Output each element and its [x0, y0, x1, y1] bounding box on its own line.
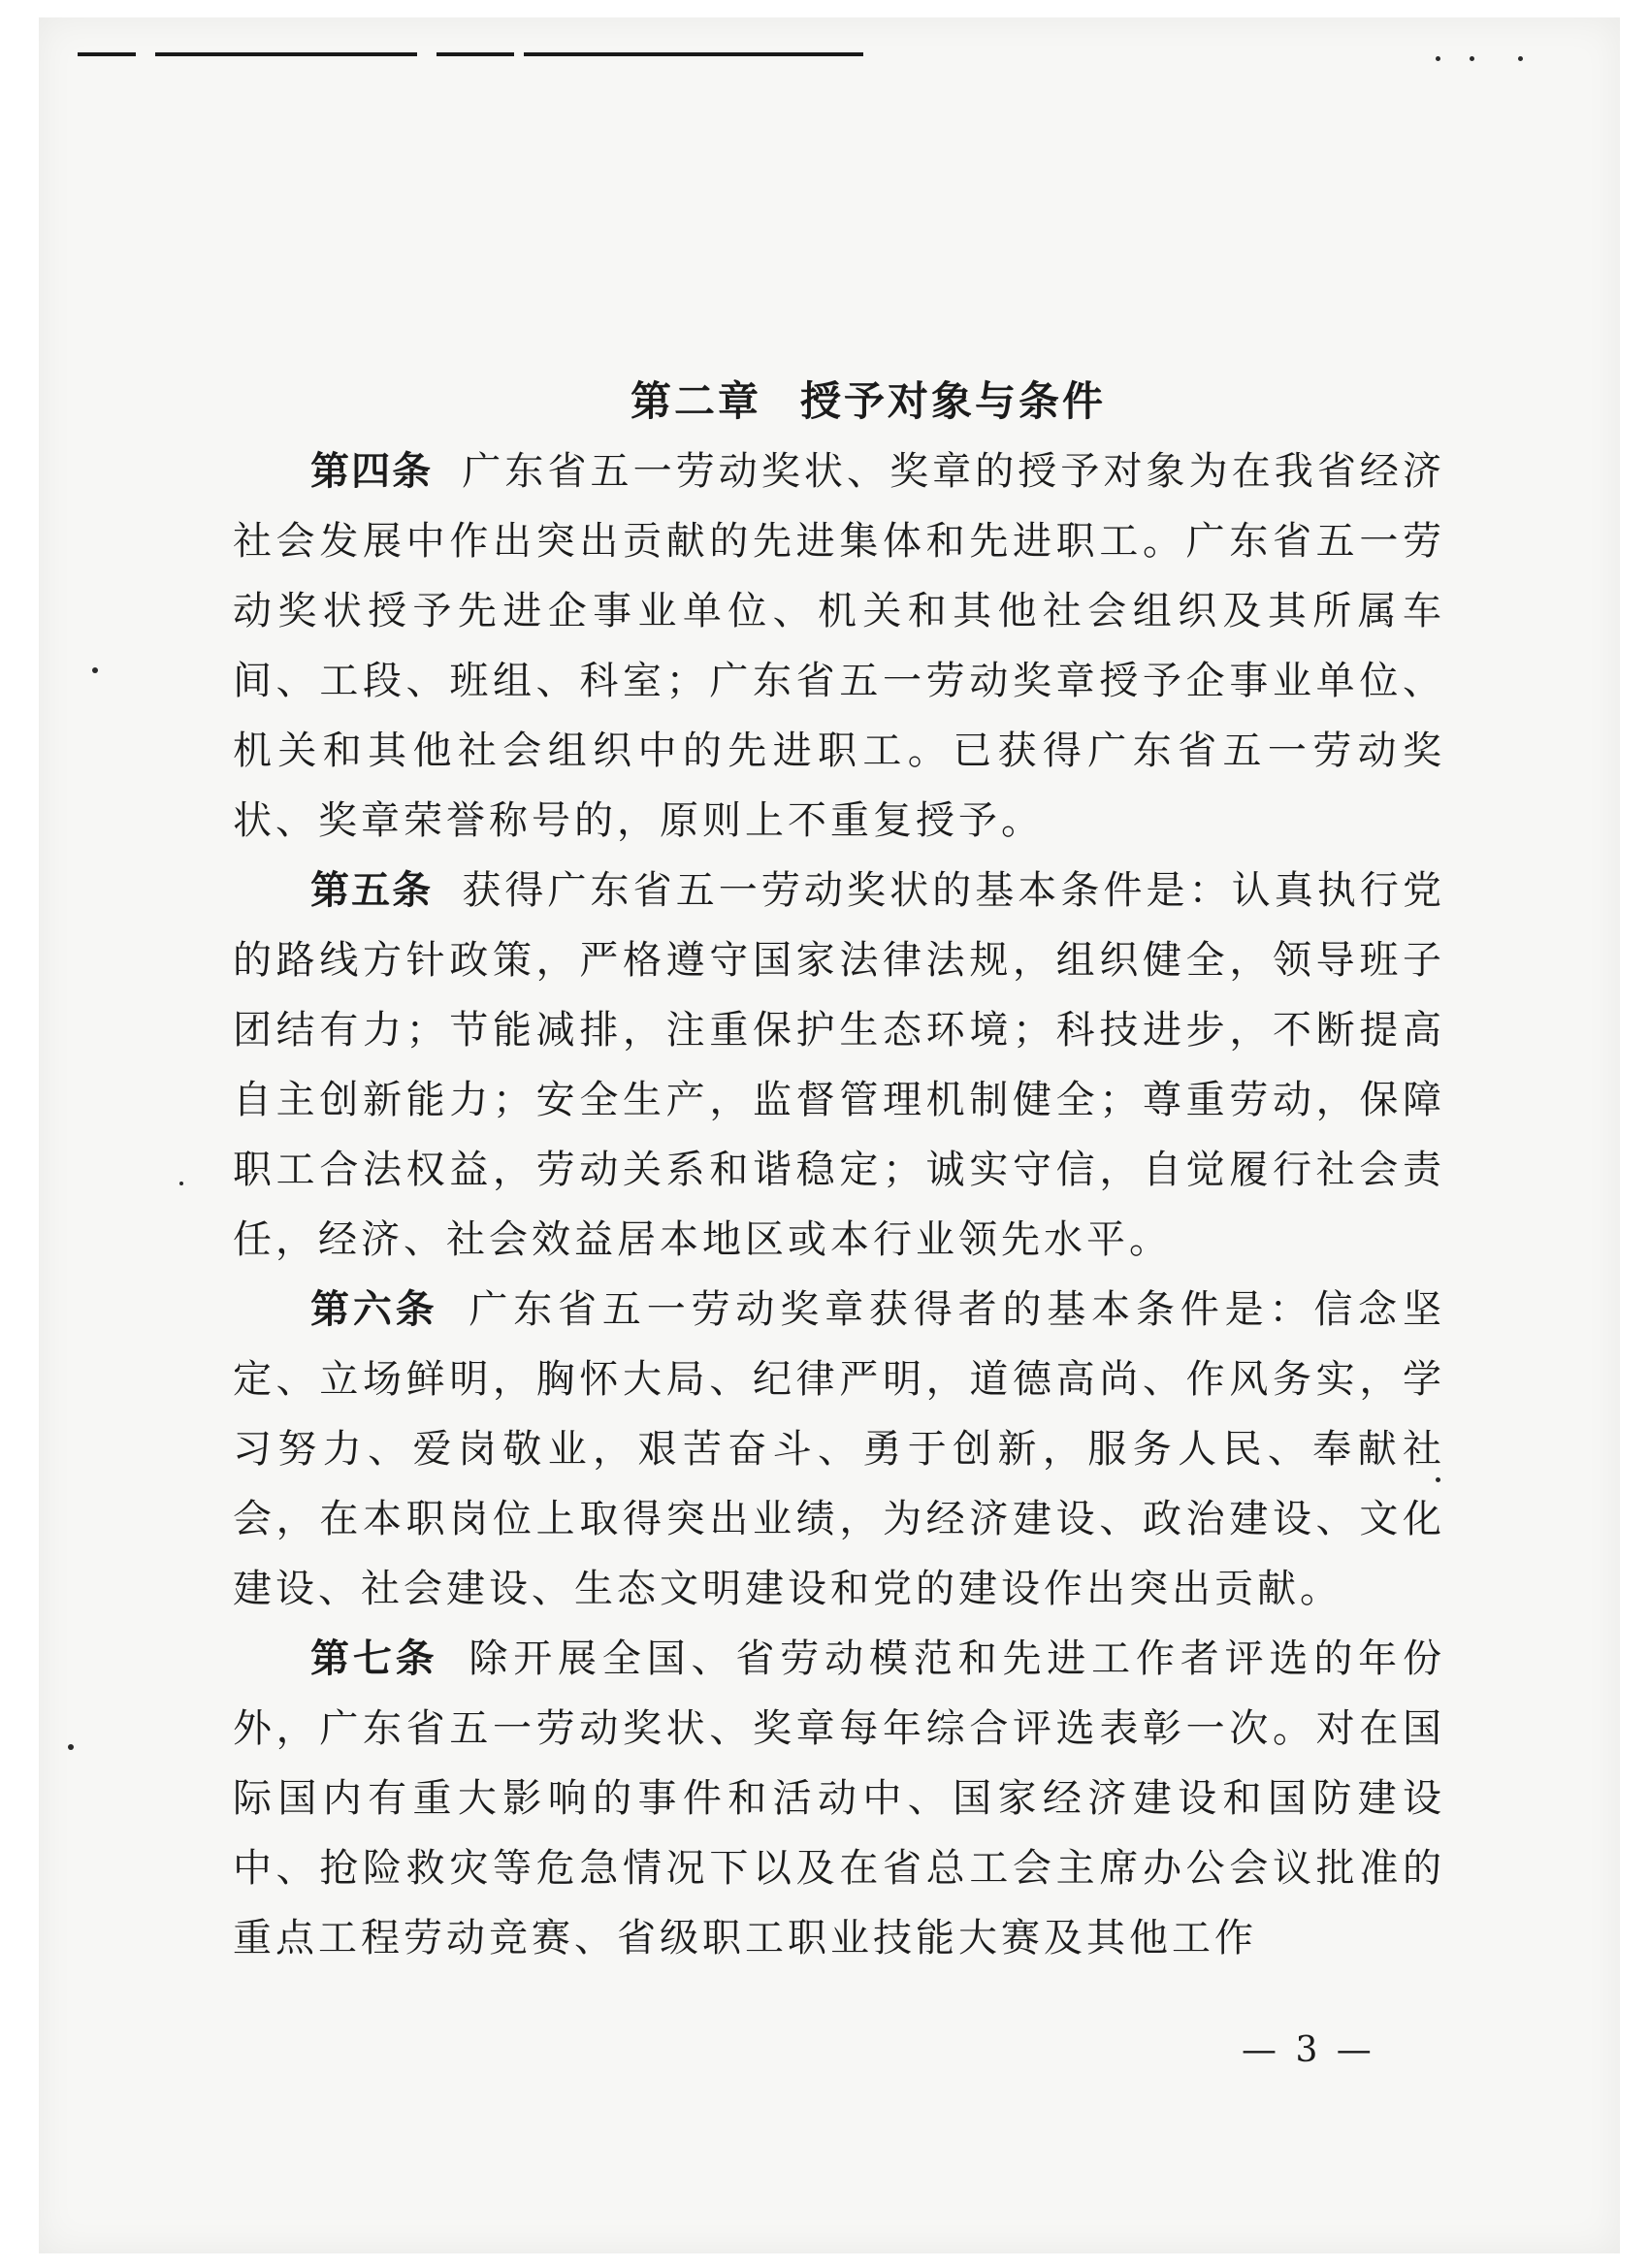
- header-rule-segment: [155, 52, 417, 56]
- document-page: [39, 17, 1620, 2253]
- chapter-number: 第二章: [630, 377, 761, 425]
- article-text: 广东省五一劳动奖章获得者的基本条件是：信念坚定、立场鲜明，胸怀大局、纪律严明，道德高尚、作风务实，学习努力、爱岗敬业，艰苦奋斗、勇于创新，服务人民、奉献社会，在本职岗位上取得突出业绩，为经济建设、政治建设、文化建设、社会建设、生态文明建设和党的建设作出突出贡献。: [233, 1287, 1446, 1611]
- scan-speck: [179, 1182, 183, 1185]
- article-text: 广东省五一劳动奖状、奖章的授予对象为在我省经济社会发展中作出突出贡献的先进集体和先进职工。广东省五一劳动奖状授予先进企事业单位、机关和其他社会组织及其所属车间、工段、班组、科室；广东省五一劳动奖章授予企事业单位、机关和其他社会组织中的先进职工。已获得广东省五一劳动奖状、奖章荣誉称号的，原则上不重复授予。: [233, 449, 1446, 843]
- scan-speck: [1518, 56, 1523, 61]
- article-5: [233, 856, 1445, 1275]
- header-rule-segment: [436, 52, 514, 56]
- page-number: — 3 —: [1242, 2030, 1375, 2070]
- chapter-heading: [291, 367, 1445, 437]
- header-rule-segment: [78, 52, 136, 56]
- document-body: [233, 367, 1445, 1973]
- article-text: 获得广东省五一劳动奖状的基本条件是：认真执行党的路线方针政策，严格遵守国家法律法规，组织健全，领导班子团结有力；节能减排，注重保护生态环境；科技进步，不断提高自主创新能力；安全生产，监督管理机制健全；尊重劳动，保障职工合法权益，劳动关系和谐稳定；诚实守信，自觉履行社会责任，经济、社会效益居本地区或本行业领先水平。: [233, 868, 1446, 1262]
- chapter-title: 授予对象与条件: [800, 377, 1107, 425]
- article-4: [233, 437, 1445, 856]
- scan-speck: [1436, 56, 1440, 61]
- article-label: 第五条: [310, 868, 434, 913]
- article-7: [233, 1624, 1445, 1973]
- scan-speck: [1470, 56, 1474, 61]
- scan-speck: [68, 1744, 74, 1750]
- article-label: 第六条: [310, 1287, 438, 1332]
- article-label: 第四条: [310, 449, 434, 494]
- scan-speck: [92, 667, 98, 673]
- header-rule-segment: [524, 52, 863, 56]
- article-label: 第七条: [310, 1636, 438, 1681]
- article-text: 除开展全国、省劳动模范和先进工作者评选的年份外，广东省五一劳动奖状、奖章每年综合评选表彰一次。对在国际国内有重大影响的事件和活动中、国家经济建设和国防建设中、抢险救灾等危急情况下以及在省总工会主席办公会议批准的重点工程劳动竞赛、省级职工职业技能大赛及其他工作: [233, 1636, 1446, 1960]
- article-6: [233, 1275, 1445, 1624]
